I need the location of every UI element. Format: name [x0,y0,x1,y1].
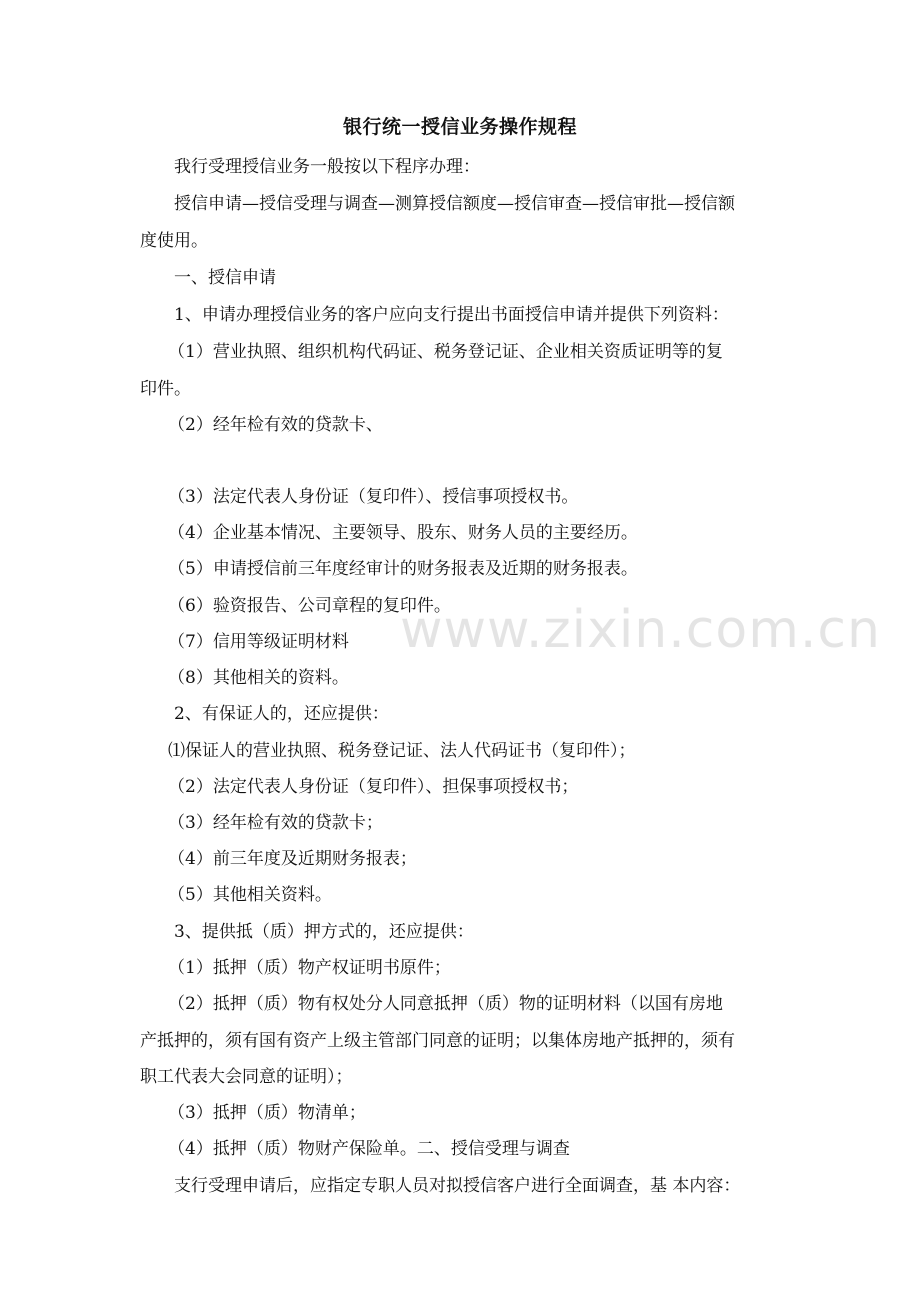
watermark: www.zixin.com.cn [400,600,881,660]
list-item: （5）其他相关资料。 [168,885,332,905]
paragraph-line: 支行受理申请后，应指定专职人员对拟授信客户进行全面调查，基 本内容： [174,1176,741,1196]
list-item: （1）抵押（质）物产权证明书原件； [168,958,451,978]
list-item: （7）信用等级证明材料 [168,632,349,652]
list-item: （4）前三年度及近期财务报表； [168,849,417,869]
list-item: （2）经年检有效的贷款卡、 [168,415,383,435]
list-item: （4）抵押（质）物财产保险单。二、授信受理与调查 [168,1139,570,1159]
section-heading: 一、授信申请 [174,268,276,288]
paragraph-line: 我行受理授信业务一般按以下程序办理： [174,157,480,177]
list-item: （5）申请授信前三年度经审计的财务报表及近期的财务报表。 [168,559,638,579]
list-item: （3）法定代表人身份证（复印件）、授信事项授权书。 [168,487,579,507]
paragraph-line: 度使用。 [140,231,208,251]
paragraph-line: 授信申请—授信受理与调查—测算授信额度—授信审查—授信审批—授信额 [174,194,735,214]
list-item: （3）经年检有效的贷款卡； [168,813,383,833]
paragraph-line: 2、有保证人的，还应提供： [174,704,389,724]
paragraph-line: 3、提供抵（质）押方式的，还应提供： [174,922,474,942]
list-item: （3）抵押（质）物清单； [168,1103,366,1123]
list-item: （2）法定代表人身份证（复印件）、担保事项授权书； [168,777,579,797]
list-item: （2）抵押（质）物有权处分人同意抵押（质）物的证明材料（以国有房地 [168,994,723,1014]
paragraph-line: 1、申请办理授信业务的客户应向支行提出书面授信申请并提供下列资料： [174,305,729,325]
paragraph-line: 产抵押的，须有国有资产上级主管部门同意的证明；以集体房地产抵押的，须有 [140,1031,735,1051]
list-item: （8）其他相关的资料。 [168,668,349,688]
list-item: （6）验资报告、公司章程的复印件。 [168,596,451,616]
paragraph-line: 印件。 [140,379,191,399]
document-title: 银行统一授信业务操作规程 [342,116,577,138]
list-item: ⑴保证人的营业执照、税务登记证、法人代码证书（复印件）； [168,741,636,761]
list-item: （1）营业执照、组织机构代码证、税务登记证、企业相关资质证明等的复 [168,342,723,362]
list-item: （4）企业基本情况、主要领导、股东、财务人员的主要经历。 [168,523,638,543]
paragraph-line: 职工代表大会同意的证明）； [140,1067,353,1087]
